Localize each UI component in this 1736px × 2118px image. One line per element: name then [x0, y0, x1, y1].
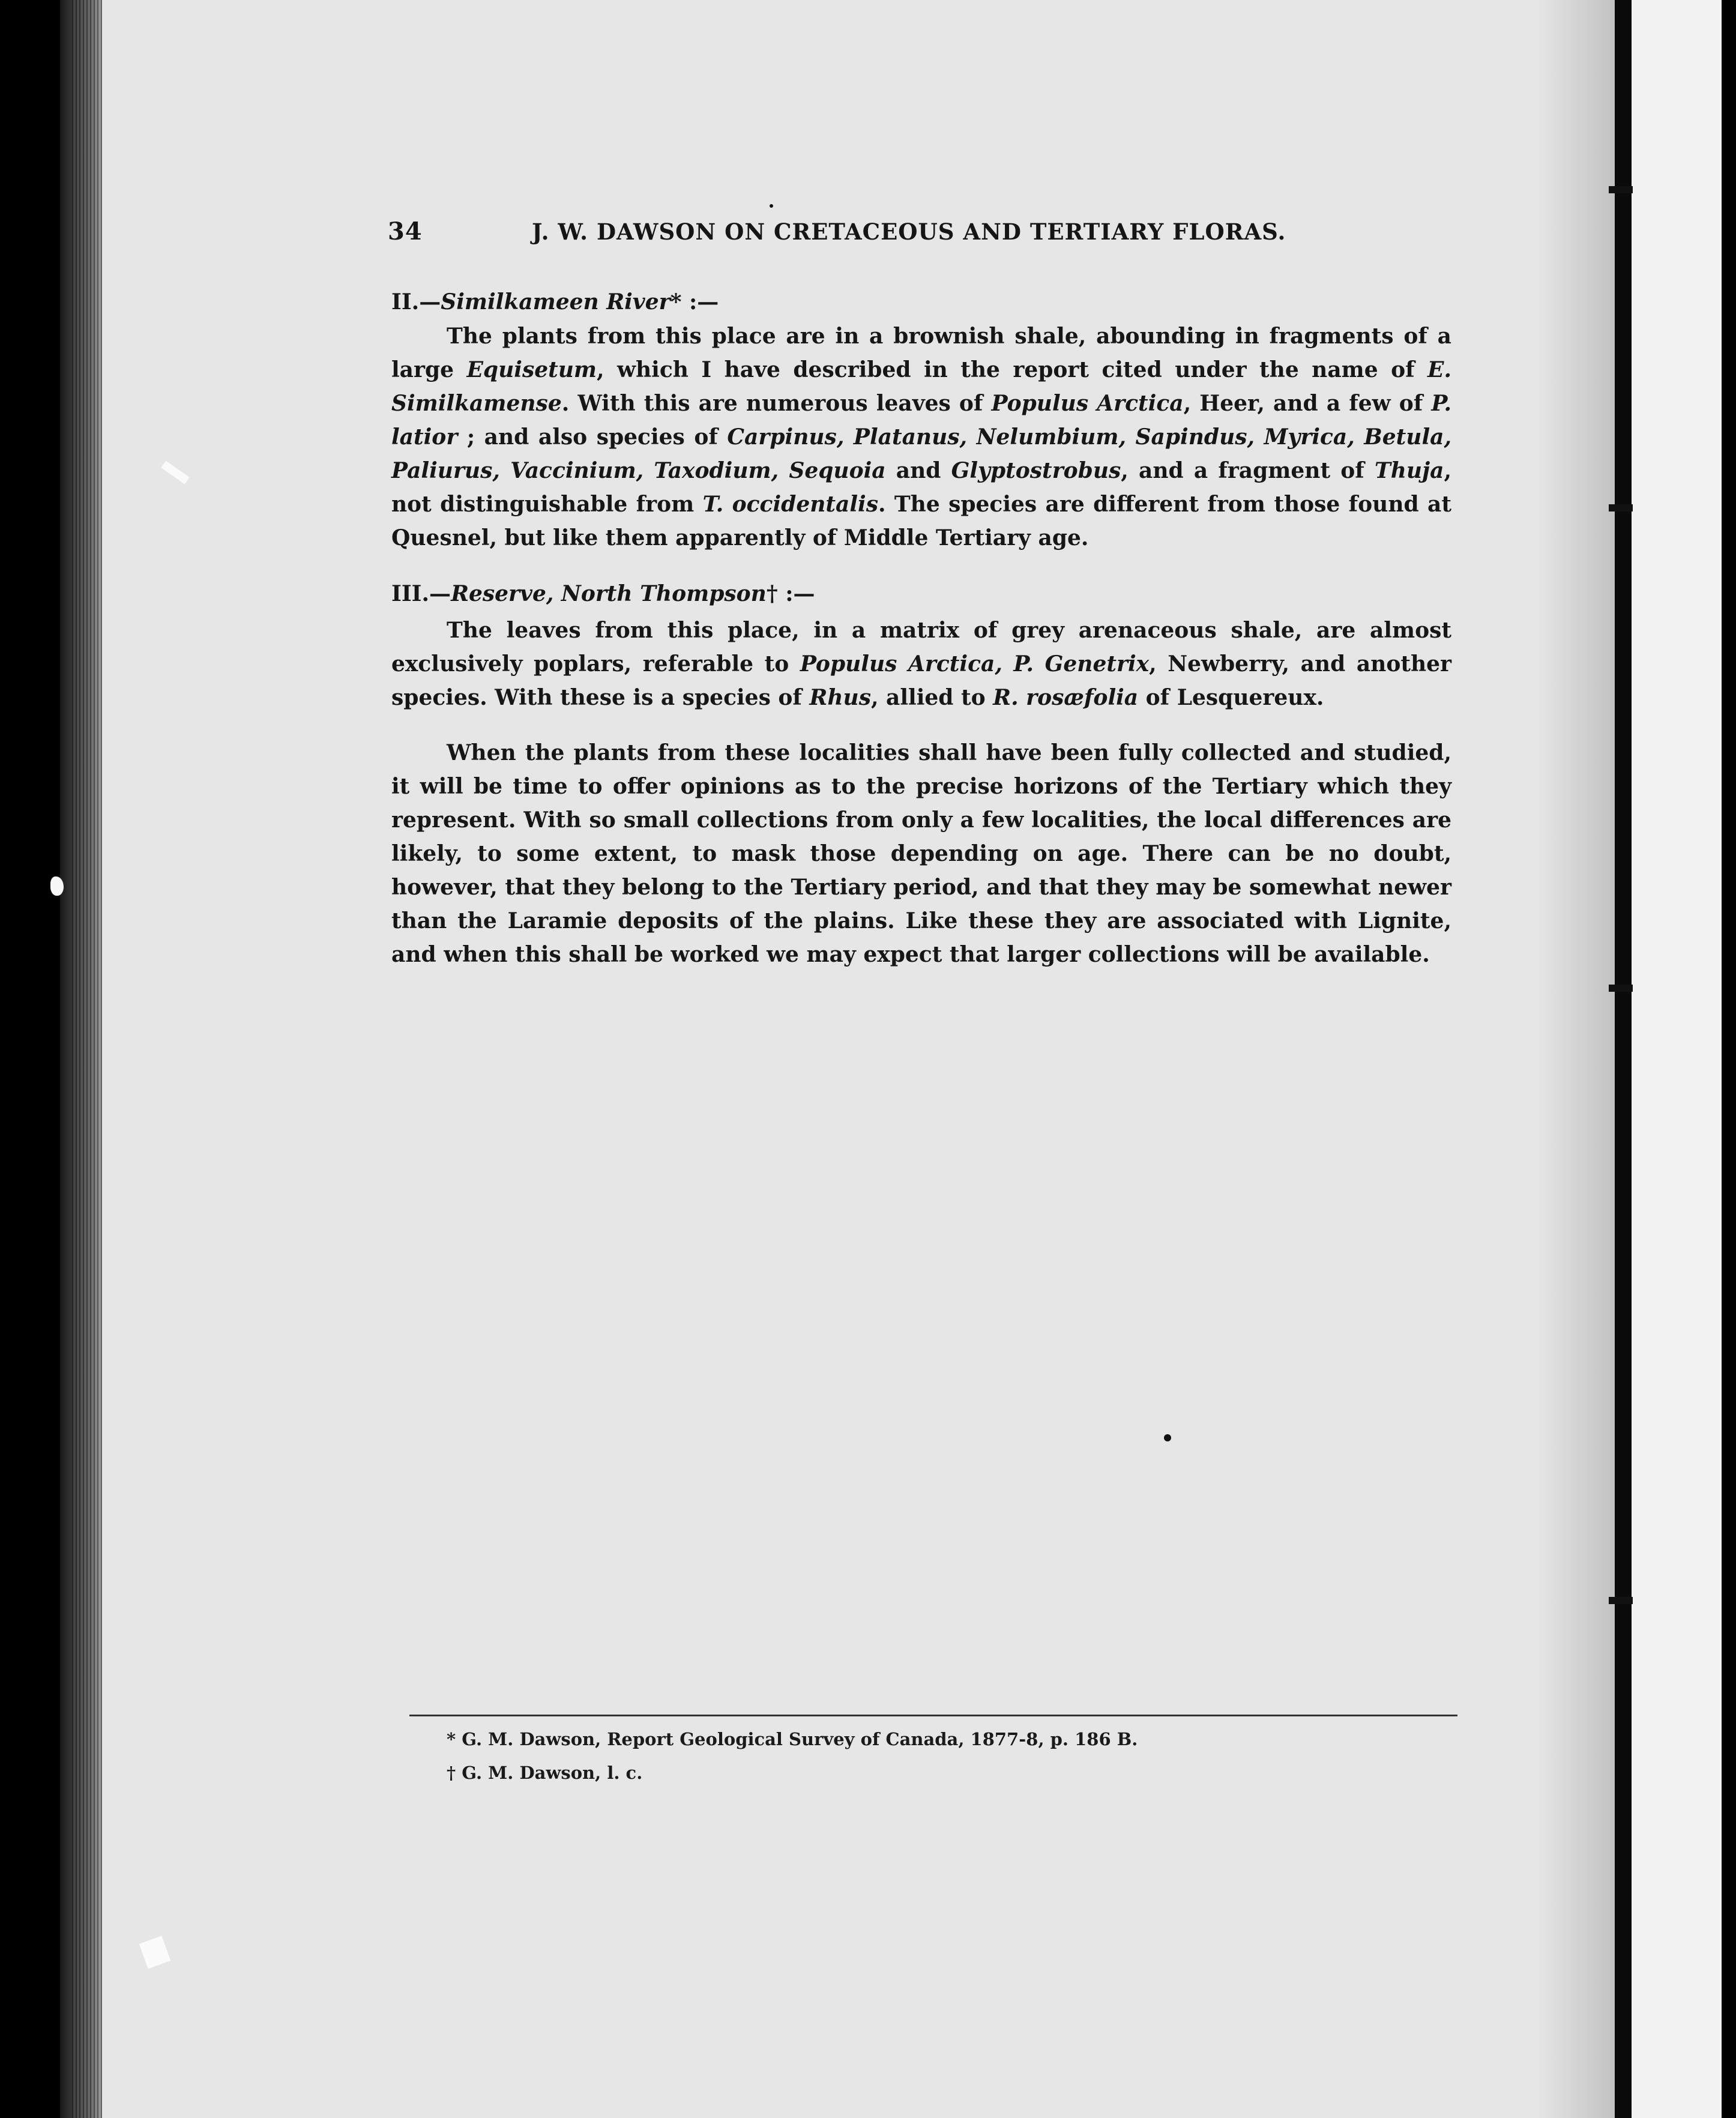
italic-term: Populus Arctica, P. Genetrix	[800, 651, 1150, 677]
text-run: . With this are numerous leaves of	[561, 391, 992, 416]
footnote-2: † G. M. Dawson, l. c.	[447, 1763, 643, 1783]
section-heading-iii	[391, 581, 815, 606]
page-paper	[102, 0, 1615, 2118]
text-run: The plants from this place are in a brownish shale, abounding in fragments of a large	[391, 324, 1451, 382]
section-number: II.—	[391, 289, 441, 315]
page-shadow	[1537, 0, 1615, 2118]
section-number: III.—	[391, 581, 451, 606]
italic-term: P. latior	[391, 391, 1452, 450]
paragraph-conclusion: When the plants from these localities shall have been fully collected and studied, it will be time to offer opinions as to the precise horizons of the Tertiary which they represent. With so small collections from only a few localities, the local differences are likely, to some extent, to mask those depending on age. There can be no doubt, however, that they belong to the Tertiary period, and that they may be somewhat newer than the Laramie deposits of the plains. Like these they are associated with Lignite, and when this shall be worked we may expect that larger collections will be available.	[391, 740, 1451, 967]
section-title: Similkameen River	[441, 289, 671, 315]
text-run: and	[885, 458, 951, 483]
footnote-rule	[409, 1715, 1457, 1716]
section-heading-ii	[391, 289, 719, 315]
italic-term: Equisetum	[466, 357, 597, 382]
gutter-mark	[1609, 1597, 1633, 1604]
text-run: of Lesquereux.	[1138, 685, 1324, 710]
paragraph-similkameen	[391, 319, 1451, 555]
text-run: , not distinguishable from	[391, 458, 1451, 517]
italic-term: Carpinus, Platanus, Nelumbium, Sapindus, Myrica, Betula, Paliurus, Vaccinium, Taxodium, Sequoia	[391, 424, 1451, 483]
facing-page-strip	[1632, 0, 1722, 2118]
running-title: J. W. DAWSON ON CRETACEOUS AND TERTIARY FLORAS.	[532, 219, 1286, 245]
text-run: ; and also species of	[457, 424, 728, 450]
page-number: 34	[388, 217, 423, 246]
italic-term: Glyptostrobus	[951, 458, 1121, 483]
section-heading-suffix: † :—	[766, 581, 815, 606]
text-run: , Heer, and a few of	[1183, 391, 1432, 416]
italic-term: E. Similkamense	[391, 357, 1451, 416]
italic-term: Thuja	[1374, 458, 1444, 483]
gutter-mark	[1609, 985, 1633, 992]
text-run: , and a fragment of	[1121, 458, 1375, 483]
text-run: The leaves from this place, in a matrix of grey arenaceous shale, are almost exclusively poplars, referable to	[391, 618, 1451, 677]
italic-term: Rhus	[809, 685, 871, 710]
page-stack-lines	[72, 0, 102, 2118]
ink-speck	[770, 204, 773, 208]
italic-term: Populus Arctica	[991, 391, 1184, 416]
text-run: , allied to	[870, 685, 993, 710]
italic-term: T. occidentalis	[702, 492, 878, 517]
text-run: . The species are different from those found at Quesnel, but like them apparently of Middle Tertiary age.	[391, 492, 1451, 551]
gutter-mark	[1609, 504, 1633, 511]
footnote-1: * G. M. Dawson, Report Geological Survey of Canada, 1877-8, p. 186 B.	[447, 1729, 1138, 1749]
ink-dot	[1164, 1434, 1171, 1441]
text-run: , Newberry, and another species. With these is a species of	[391, 651, 1452, 710]
right-border	[1722, 0, 1736, 2118]
text-run: , which I have described in the report cited under the name of	[597, 357, 1428, 382]
section-heading-suffix: * :—	[670, 289, 719, 315]
italic-term: R. rosæfolia	[993, 685, 1139, 710]
book-gutter	[1615, 0, 1632, 2118]
scan-artifact	[50, 876, 64, 896]
gutter-mark	[1609, 186, 1633, 193]
running-header	[388, 217, 1300, 246]
section-title: Reserve, North Thompson	[451, 581, 767, 606]
paragraph-north-thompson	[391, 614, 1451, 714]
